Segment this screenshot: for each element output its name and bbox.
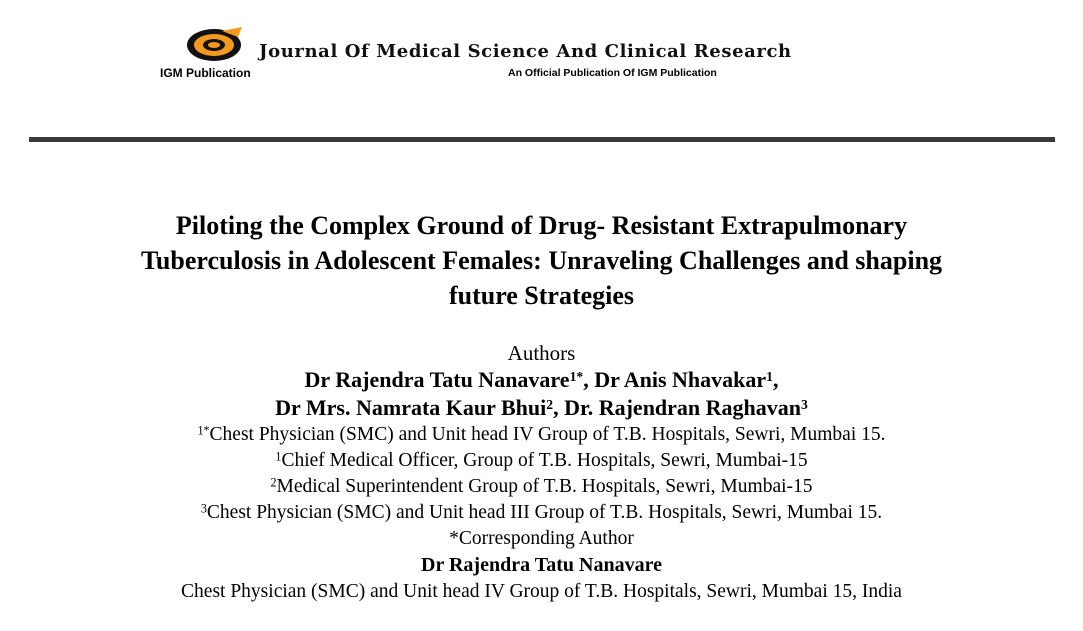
affiliation <box>40 474 1043 500</box>
affiliation-text: Chief Medical Officer, Group of T.B. Hospitals, Sewri, Mumbai-15 <box>281 450 808 471</box>
affiliation-mark: 1 <box>275 449 282 464</box>
journal-subtitle: An Official Publication Of IGM Publication <box>508 67 717 79</box>
title-line: future Strategies <box>448 281 635 310</box>
title-line: Tuberculosis in Adolescent Females: Unraveling Challenges and shaping <box>140 246 943 275</box>
igm-logo-icon <box>186 27 244 63</box>
author-mark: 1 <box>766 368 773 384</box>
affiliation-mark: 1* <box>197 423 210 438</box>
author-separator: , <box>553 395 565 420</box>
author-mark: 1* <box>569 368 584 384</box>
journal-title: Journal Of Medical Science And Clinical Research <box>259 41 792 62</box>
affiliation-mark: 3 <box>200 501 207 516</box>
affiliation-text: Medical Superintendent Group of T.B. Hospitals, Sewri, Mumbai-15 <box>276 476 813 497</box>
author-separator: , <box>583 367 595 392</box>
author-name: Dr Rajendra Tatu Nanavare <box>304 367 570 392</box>
author-name: Dr. Rajendran Raghavan <box>564 395 802 420</box>
header-divider <box>29 137 1055 142</box>
corresponding-author-label: *Corresponding Author <box>449 528 634 549</box>
corresponding-author-name: Dr Rajendra Tatu Nanavare <box>421 554 662 576</box>
author-block <box>40 340 1043 605</box>
article-title <box>40 208 1043 313</box>
title-line: Piloting the Complex Ground of Drug- Resistant Extrapulmonary <box>175 211 908 240</box>
author-name: Dr Anis Nhavakar <box>594 367 767 392</box>
affiliation <box>40 422 1043 448</box>
affiliation-mark: 2 <box>270 475 277 490</box>
journal-masthead <box>0 0 1083 100</box>
affiliation-text: Chest Physician (SMC) and Unit head IV Group of T.B. Hospitals, Sewri, Mumbai 15. <box>209 424 886 445</box>
affiliation <box>40 448 1043 474</box>
author-line <box>40 366 1043 394</box>
affiliation-text: Chest Physician (SMC) and Unit head III Group of T.B. Hospitals, Sewri, Mumbai 15. <box>206 502 883 523</box>
author-mark: 2 <box>546 396 554 412</box>
affiliation <box>40 500 1043 526</box>
author-line <box>40 394 1043 422</box>
corresponding-author-affiliation: Chest Physician (SMC) and Unit head IV Group of T.B. Hospitals, Sewri, Mumbai 15, India <box>181 581 902 602</box>
author-separator: , <box>772 367 779 392</box>
author-mark: 3 <box>801 396 808 412</box>
imprint-label: IGM Publication <box>160 66 251 80</box>
authors-heading: Authors <box>507 341 576 365</box>
author-name: Dr Mrs. Namrata Kaur Bhui <box>275 395 547 420</box>
